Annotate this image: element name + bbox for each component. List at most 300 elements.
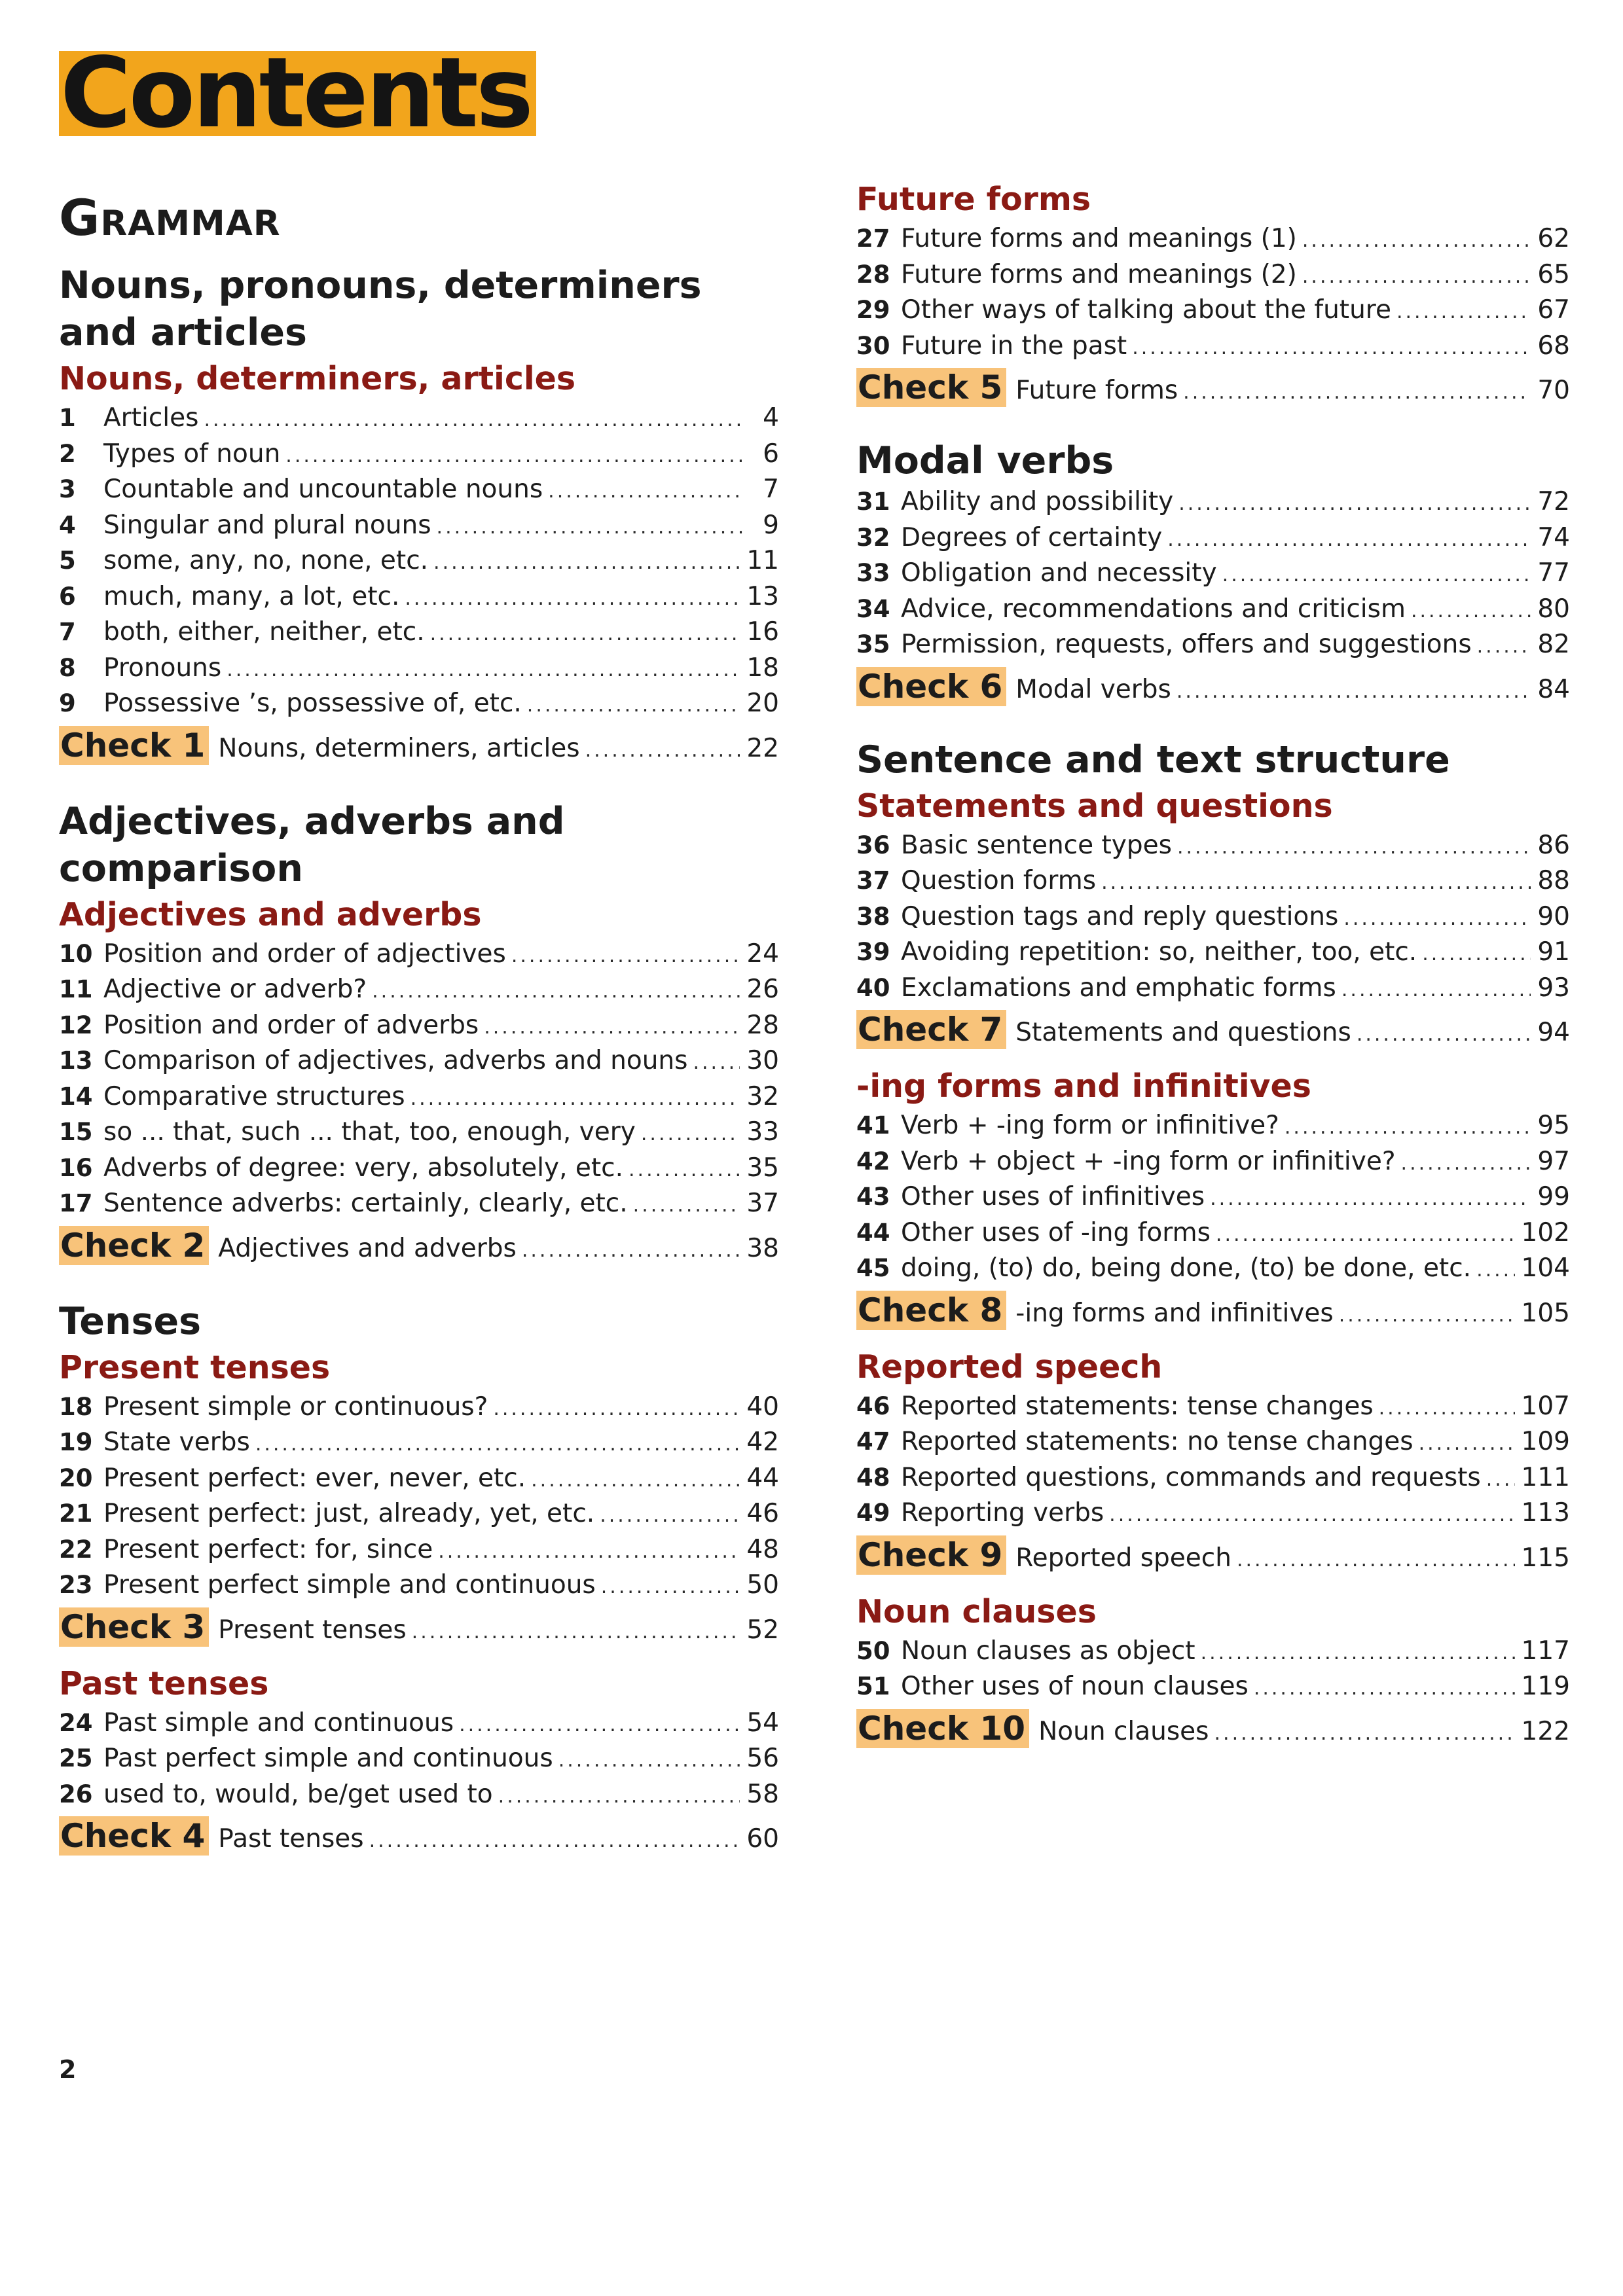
dot-leader — [459, 1708, 740, 1744]
toc-item-number: 34 — [856, 594, 890, 623]
toc-item-title: Articles — [103, 403, 199, 433]
toc-item-number: 1 — [59, 404, 76, 432]
toc-item-page: 46 — [746, 1499, 779, 1528]
check-title: Nouns, determiners, articles — [218, 733, 580, 763]
toc-item-number: 43 — [856, 1183, 890, 1211]
toc-item[interactable] — [59, 1496, 779, 1532]
toc-item[interactable] — [59, 1115, 779, 1151]
toc-item-number: 14 — [59, 1082, 93, 1111]
dot-leader — [511, 939, 740, 975]
dot-leader — [372, 974, 740, 1010]
toc-list — [856, 221, 1570, 364]
dot-leader — [1178, 486, 1531, 522]
toc-item-title: Present perfect: ever, never, etc. — [103, 1463, 526, 1493]
toc-item[interactable] — [856, 1215, 1570, 1251]
toc-item-number: 32 — [856, 523, 890, 552]
dot-leader — [369, 1818, 740, 1864]
check-label: Check 10 — [856, 1709, 1029, 1748]
dot-leader — [438, 1534, 740, 1570]
toc-item-number: 44 — [856, 1218, 890, 1247]
toc-item-number: 41 — [856, 1111, 890, 1139]
toc-item-title: State verbs — [103, 1427, 250, 1457]
toc-item-page: 74 — [1537, 522, 1570, 552]
sub-heading: Present tenses — [59, 1348, 331, 1386]
section-heading: Sentence and text structure — [856, 738, 1450, 781]
dot-leader — [1101, 865, 1531, 901]
toc-item-title: Noun clauses as object — [901, 1636, 1195, 1666]
toc-item[interactable] — [856, 1669, 1570, 1705]
toc-item-title: Present perfect: for, since — [103, 1534, 433, 1564]
toc-item[interactable] — [856, 556, 1570, 592]
toc-item-page: 86 — [1537, 830, 1570, 860]
toc-item-title: Degrees of certainty — [901, 522, 1163, 552]
dot-leader — [522, 1228, 740, 1274]
toc-item[interactable] — [59, 1568, 779, 1604]
toc-item-page: 107 — [1521, 1391, 1570, 1421]
toc-item-title: some, any, no, none, etc. — [103, 546, 429, 575]
check-row[interactable] — [856, 1291, 1570, 1336]
check-label: Check 1 — [59, 726, 209, 765]
toc-item[interactable] — [59, 401, 779, 437]
check-row[interactable] — [856, 667, 1570, 713]
toc-item[interactable] — [856, 1460, 1570, 1496]
toc-item-number: 36 — [856, 831, 890, 859]
toc-item-number: 6 — [59, 582, 76, 611]
toc-item-title: Future forms and meanings (2) — [901, 259, 1297, 289]
dot-leader — [1214, 1711, 1515, 1757]
grammar-heading: Grammar — [59, 188, 281, 247]
toc-item-number: 25 — [59, 1744, 93, 1772]
toc-item[interactable] — [59, 615, 779, 651]
dot-leader — [1254, 1671, 1515, 1707]
dot-leader — [1216, 1217, 1515, 1253]
toc-item-page: 56 — [746, 1744, 779, 1773]
dot-leader — [1109, 1498, 1514, 1534]
dot-leader — [1419, 1426, 1515, 1462]
toc-item-page: 95 — [1537, 1111, 1570, 1140]
sub-heading: Noun clauses — [856, 1592, 1097, 1630]
dot-leader — [1302, 223, 1531, 259]
toc-item-number: 2 — [59, 439, 76, 468]
right-column — [856, 177, 1570, 1755]
dot-leader — [1476, 1253, 1514, 1289]
toc-item-number: 33 — [856, 559, 890, 587]
toc-item-title: Other uses of -ing forms — [901, 1217, 1211, 1247]
toc-item[interactable] — [856, 1496, 1570, 1532]
toc-item[interactable] — [59, 1008, 779, 1044]
toc-item-number: 51 — [856, 1672, 890, 1700]
toc-item-number: 46 — [856, 1391, 890, 1420]
section-heading: Tenses — [59, 1299, 202, 1343]
toc-item[interactable] — [59, 1186, 779, 1222]
toc-item-page: 65 — [1537, 259, 1570, 289]
dot-leader — [1222, 558, 1531, 594]
check-title: Present tenses — [218, 1615, 407, 1645]
toc-item-title: Present simple or continuous? — [103, 1391, 488, 1422]
check-label: Check 2 — [59, 1226, 209, 1265]
toc-list — [856, 828, 1570, 1007]
toc-item-page: 111 — [1521, 1462, 1570, 1492]
dot-leader — [1183, 370, 1531, 416]
toc-item-title: Obligation and necessity — [901, 558, 1217, 588]
toc-item[interactable] — [59, 472, 779, 508]
toc-item-page: 40 — [746, 1391, 779, 1422]
check-page: 105 — [1521, 1298, 1570, 1328]
toc-item-number: 40 — [856, 973, 890, 1002]
toc-item[interactable] — [59, 651, 779, 687]
toc-item-number: 24 — [59, 1708, 93, 1737]
toc-item[interactable] — [59, 1079, 779, 1115]
dot-leader — [531, 1463, 740, 1499]
toc-item[interactable] — [856, 627, 1570, 663]
toc-item[interactable] — [59, 1425, 779, 1461]
toc-item-title: both, either, neither, etc. — [103, 617, 425, 647]
toc-item-title: Reported questions, commands and requests — [901, 1462, 1481, 1492]
check-page: 38 — [746, 1233, 779, 1263]
toc-item-number: 31 — [856, 488, 890, 516]
toc-item-number: 42 — [856, 1147, 890, 1175]
toc-item-number: 39 — [856, 938, 890, 966]
check-label: Check 3 — [59, 1607, 209, 1647]
toc-item[interactable] — [59, 437, 779, 473]
toc-item-page: 58 — [746, 1779, 779, 1809]
toc-item-page: 99 — [1537, 1182, 1570, 1211]
toc-item-title: Reported statements: tense changes — [901, 1391, 1374, 1421]
check-page: 84 — [1537, 674, 1570, 704]
toc-item[interactable] — [856, 863, 1570, 899]
check-title: Modal verbs — [1015, 674, 1171, 704]
toc-item-page: 93 — [1537, 973, 1570, 1003]
toc-item-page: 62 — [1537, 224, 1570, 253]
toc-item-page: 24 — [746, 939, 779, 969]
dot-leader — [1285, 1110, 1531, 1146]
toc-item-number: 8 — [59, 653, 76, 682]
toc-item-page: 54 — [746, 1708, 779, 1738]
dot-leader — [693, 1045, 740, 1081]
toc-item-number: 15 — [59, 1118, 93, 1146]
toc-item-number: 48 — [856, 1463, 890, 1492]
toc-list — [856, 1634, 1570, 1705]
dot-leader — [1177, 830, 1531, 866]
toc-item-title: so ... that, such ... that, too, enough, very — [103, 1117, 636, 1147]
toc-item-page: 37 — [746, 1189, 779, 1218]
toc-item-page: 18 — [746, 653, 779, 683]
toc-item[interactable] — [59, 1151, 779, 1187]
toc-item-page: 7 — [763, 475, 779, 504]
toc-item-page: 102 — [1521, 1217, 1570, 1247]
toc-item-number: 26 — [59, 1780, 93, 1808]
toc-item-title: Other uses of infinitives — [901, 1182, 1205, 1211]
page-title: Contents — [59, 51, 536, 136]
toc-item-page: 16 — [746, 617, 779, 647]
dot-leader — [1422, 937, 1531, 973]
dot-leader — [484, 1010, 740, 1046]
toc-item[interactable] — [856, 1389, 1570, 1425]
toc-item-number: 29 — [856, 296, 890, 324]
toc-item-number: 27 — [856, 224, 890, 253]
toc-item[interactable] — [59, 1461, 779, 1497]
toc-item-number: 13 — [59, 1047, 93, 1075]
toc-item-page: 77 — [1537, 558, 1570, 588]
toc-item-page: 119 — [1521, 1672, 1570, 1701]
toc-item-number: 30 — [856, 331, 890, 360]
dot-leader — [1401, 1146, 1531, 1182]
toc-item[interactable] — [856, 828, 1570, 864]
dot-leader — [1411, 594, 1531, 630]
toc-item-page: 26 — [746, 975, 779, 1004]
toc-item-page: 9 — [763, 510, 779, 540]
sub-heading: Adjectives and adverbs — [59, 895, 482, 933]
toc-item-page: 88 — [1537, 866, 1570, 895]
dot-leader — [601, 1570, 740, 1605]
check-page: 70 — [1537, 376, 1570, 405]
toc-item-number: 47 — [856, 1427, 890, 1456]
toc-item-number: 23 — [59, 1571, 93, 1599]
toc-item-number: 38 — [856, 902, 890, 931]
check-row[interactable] — [59, 726, 779, 772]
toc-item-page: 109 — [1521, 1427, 1570, 1456]
toc-list — [59, 1706, 779, 1813]
check-label: Check 7 — [856, 1010, 1006, 1049]
toc-item[interactable] — [856, 899, 1570, 935]
toc-item[interactable] — [59, 1741, 779, 1777]
toc-item[interactable] — [59, 1777, 779, 1813]
toc-item-number: 10 — [59, 939, 93, 968]
dot-leader — [1132, 331, 1531, 367]
check-row[interactable] — [59, 1607, 779, 1653]
toc-item[interactable] — [856, 257, 1570, 293]
check-title: Adjectives and adverbs — [218, 1233, 517, 1263]
check-row[interactable] — [856, 1535, 1570, 1581]
toc-item[interactable] — [59, 1532, 779, 1568]
toc-item-page: 50 — [746, 1570, 779, 1600]
toc-item-page: 35 — [746, 1153, 779, 1183]
toc-item-page: 48 — [746, 1534, 779, 1564]
toc-item-title: Future forms and meanings (1) — [901, 224, 1297, 253]
toc-item-page: 67 — [1537, 295, 1570, 325]
check-page: 60 — [746, 1824, 779, 1854]
page-number: 2 — [59, 2055, 77, 2084]
dot-leader — [412, 1609, 740, 1655]
dot-leader — [558, 1743, 740, 1779]
toc-item[interactable] — [856, 1424, 1570, 1460]
toc-item[interactable] — [59, 1706, 779, 1742]
check-title: Reported speech — [1015, 1543, 1231, 1573]
toc-item-title: Position and order of adverbs — [103, 1010, 479, 1040]
toc-item-number: 16 — [59, 1153, 93, 1182]
toc-item-title: Types of noun — [103, 439, 281, 469]
dot-leader — [1339, 1293, 1515, 1338]
toc-list — [59, 937, 779, 1222]
toc-item[interactable] — [59, 972, 779, 1008]
dot-leader — [410, 1081, 740, 1117]
toc-item[interactable] — [856, 1108, 1570, 1144]
toc-item[interactable] — [856, 1634, 1570, 1670]
toc-item-number: 22 — [59, 1535, 93, 1564]
toc-item-title: Question tags and reply questions — [901, 901, 1339, 931]
toc-item-number: 5 — [59, 547, 76, 575]
toc-item[interactable] — [856, 935, 1570, 971]
toc-list — [856, 1389, 1570, 1532]
toc-item-page: 42 — [746, 1427, 779, 1457]
dot-leader — [1201, 1636, 1515, 1672]
toc-list — [856, 1108, 1570, 1287]
toc-item-page: 28 — [746, 1010, 779, 1040]
sub-heading: Past tenses — [59, 1664, 269, 1702]
dot-leader — [1176, 669, 1531, 715]
toc-item[interactable] — [59, 1043, 779, 1079]
toc-item-page: 30 — [746, 1046, 779, 1075]
dot-leader — [285, 439, 744, 475]
dot-leader — [1343, 901, 1531, 937]
toc-item-page: 68 — [1537, 331, 1570, 361]
toc-item-title: Position and order of adjectives — [103, 939, 506, 969]
toc-item[interactable] — [856, 1251, 1570, 1287]
toc-item-page: 113 — [1521, 1498, 1570, 1528]
toc-item[interactable] — [856, 329, 1570, 365]
toc-item-title: Countable and uncountable nouns — [103, 475, 543, 504]
toc-item-page: 11 — [746, 546, 779, 575]
check-page: 122 — [1521, 1716, 1570, 1746]
toc-item-page: 82 — [1537, 630, 1570, 659]
dot-leader — [1486, 1462, 1515, 1498]
toc-item-title: Reporting verbs — [901, 1498, 1104, 1528]
toc-item-number: 4 — [59, 511, 76, 539]
toc-item[interactable] — [856, 221, 1570, 257]
toc-item-title: Adverbs of degree: very, absolutely, etc. — [103, 1153, 624, 1183]
dot-leader — [1477, 629, 1531, 665]
toc-item-title: Past simple and continuous — [103, 1708, 454, 1738]
check-row[interactable] — [59, 1226, 779, 1272]
check-title: Noun clauses — [1038, 1716, 1209, 1746]
toc-item-page: 80 — [1537, 594, 1570, 624]
section-heading: Adjectives, adverbs and comparison — [59, 799, 565, 890]
section-heading: Modal verbs — [856, 439, 1114, 482]
toc-item-title: Other uses of noun clauses — [901, 1672, 1249, 1701]
dot-leader — [493, 1391, 740, 1427]
toc-item[interactable] — [59, 543, 779, 579]
toc-item-number: 3 — [59, 475, 76, 503]
check-label: Check 6 — [856, 667, 1006, 706]
toc-item-title: Reported statements: no tense changes — [901, 1427, 1413, 1456]
toc-item[interactable] — [59, 508, 779, 544]
toc-item[interactable] — [856, 520, 1570, 556]
toc-item-page: 90 — [1537, 901, 1570, 931]
check-row[interactable] — [856, 368, 1570, 414]
toc-item-title: Exclamations and emphatic forms — [901, 973, 1336, 1003]
toc-item-number: 49 — [856, 1499, 890, 1527]
toc-item-number: 28 — [856, 260, 890, 289]
dot-leader — [633, 1188, 740, 1224]
check-row[interactable] — [856, 1010, 1570, 1056]
toc-item-number: 7 — [59, 618, 76, 646]
toc-item[interactable] — [856, 971, 1570, 1007]
toc-item-title: Possessive ’s, possessive of, etc. — [103, 689, 522, 718]
toc-item-number: 50 — [856, 1636, 890, 1665]
toc-item-title: Question forms — [901, 866, 1097, 895]
toc-item-number: 35 — [856, 630, 890, 658]
check-page: 115 — [1521, 1543, 1570, 1573]
dot-leader — [1379, 1391, 1515, 1427]
toc-item-title: Comparison of adjectives, adverbs and nouns — [103, 1046, 688, 1075]
sub-heading: -ing forms and infinitives — [856, 1067, 1311, 1105]
toc-item[interactable] — [856, 1144, 1570, 1180]
dot-leader — [430, 617, 740, 653]
dot-leader — [227, 653, 740, 689]
check-label: Check 9 — [856, 1535, 1006, 1575]
toc-item-title: Singular and plural nouns — [103, 510, 431, 540]
toc-item[interactable] — [856, 592, 1570, 628]
dot-leader — [405, 581, 740, 617]
check-title: -ing forms and infinitives — [1015, 1298, 1334, 1328]
dot-leader — [585, 728, 740, 774]
check-row[interactable] — [59, 1816, 779, 1862]
toc-item-title: Avoiding repetition: so, neither, too, etc. — [901, 937, 1417, 967]
toc-list — [59, 1390, 779, 1604]
toc-item[interactable] — [59, 686, 779, 722]
toc-item-page: 13 — [746, 581, 779, 611]
check-row[interactable] — [856, 1709, 1570, 1755]
dot-leader — [1396, 295, 1531, 331]
toc-item-number: 11 — [59, 975, 93, 1003]
toc-list — [59, 401, 779, 722]
toc-item-title: Past perfect simple and continuous — [103, 1744, 553, 1773]
check-title: Future forms — [1015, 376, 1178, 405]
toc-item-title: used to, would, be/get used to — [103, 1779, 493, 1809]
toc-item-title: much, many, a lot, etc. — [103, 581, 400, 611]
sub-heading: Nouns, determiners, articles — [59, 360, 576, 397]
toc-item-number: 12 — [59, 1011, 93, 1039]
toc-item[interactable] — [59, 579, 779, 615]
toc-item-page: 32 — [746, 1081, 779, 1111]
dot-leader — [629, 1153, 740, 1189]
check-page: 52 — [746, 1615, 779, 1645]
dot-leader — [1341, 973, 1531, 1009]
toc-item[interactable] — [856, 484, 1570, 520]
toc-item-title: Other ways of talking about the future — [901, 295, 1391, 325]
toc-item-title: Basic sentence types — [901, 830, 1172, 860]
toc-item-page: 44 — [746, 1463, 779, 1493]
toc-item[interactable] — [59, 1390, 779, 1426]
dot-leader — [527, 688, 740, 724]
section-heading: Nouns, pronouns, determiners and articles — [59, 264, 702, 354]
dot-leader — [1167, 522, 1531, 558]
toc-item-number: 9 — [59, 689, 76, 717]
toc-item-page: 97 — [1537, 1146, 1570, 1176]
dot-leader — [641, 1117, 740, 1153]
toc-item-number: 20 — [59, 1463, 93, 1492]
sub-heading: Future forms — [856, 181, 1091, 218]
toc-item-number: 21 — [59, 1499, 93, 1528]
toc-item-page: 91 — [1537, 937, 1570, 967]
dot-leader — [437, 510, 744, 546]
toc-item-number: 37 — [856, 867, 890, 895]
toc-item-title: Future in the past — [901, 331, 1127, 361]
toc-item[interactable] — [856, 1179, 1570, 1215]
toc-item[interactable] — [856, 293, 1570, 329]
toc-item-title: Ability and possibility — [901, 487, 1174, 516]
toc-item-number: 18 — [59, 1392, 93, 1421]
check-label: Check 5 — [856, 368, 1006, 407]
toc-item-title: Advice, recommendations and criticism — [901, 594, 1406, 624]
dot-leader — [1237, 1537, 1515, 1583]
dot-leader — [600, 1498, 740, 1534]
toc-item-title: doing, (to) do, being done, (to) be done, etc. — [901, 1253, 1472, 1283]
sub-heading: Reported speech — [856, 1348, 1163, 1386]
toc-item-title: Present perfect: just, already, yet, etc. — [103, 1499, 595, 1528]
toc-item-title: Verb + object + -ing form or infinitive? — [901, 1146, 1396, 1176]
toc-item[interactable] — [59, 937, 779, 973]
